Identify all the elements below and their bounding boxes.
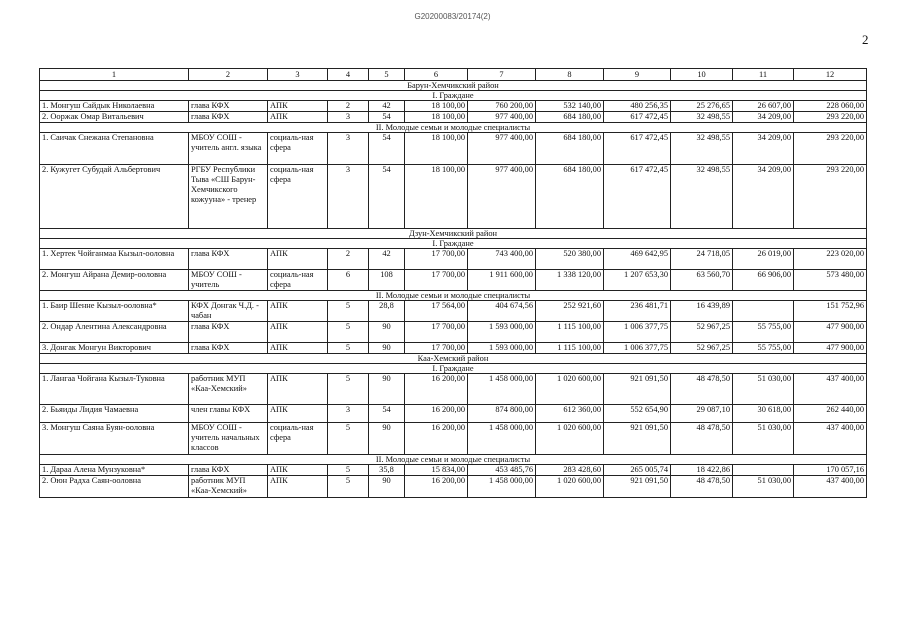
section-heading-row [40,81,867,91]
table-cell: 617 472,45 [604,112,671,123]
table-cell: 17 700,00 [405,322,468,343]
table-cell: 437 400,00 [794,423,867,455]
table-cell: 6 [328,270,369,291]
section-heading-row [40,229,867,239]
page-number: 2 [862,32,869,47]
table-cell: 2. Монгуш Айрана Демир-ооловна [40,270,189,291]
section-heading: Барун-Хемчикский район [40,81,867,91]
table-cell: 26 607,00 [733,101,794,112]
table-cell: 1. Дараа Алена Мунзуковна* [40,465,189,476]
table-cell: 2. Ондар Алентина Александровна [40,322,189,343]
table-cell: 1 593 000,00 [468,343,536,354]
table-cell: 16 200,00 [405,476,468,498]
table-cell: 1 006 377,75 [604,343,671,354]
table-cell: социаль-ная сфера [268,423,328,455]
table-cell: 17 700,00 [405,249,468,270]
table-cell: 3 [328,133,369,165]
table-cell: 108 [369,270,405,291]
table-cell: 1. Баир Шенне Кызыл-ооловна* [40,301,189,322]
table-cell: АПК [268,465,328,476]
table-cell: КФХ Донгак Ч.Д. - чабан [189,301,268,322]
table-cell: 26 019,00 [733,249,794,270]
table-cell: 477 900,00 [794,322,867,343]
table-cell: 90 [369,423,405,455]
table-cell: 684 180,00 [536,165,604,229]
table-cell: 5 [328,423,369,455]
table-cell: 51 030,00 [733,374,794,405]
table-cell: 1 006 377,75 [604,322,671,343]
table-cell: 293 220,00 [794,133,867,165]
table-cell: 1. Хертек Чойганмаа Кызыл-ооловна [40,249,189,270]
table-cell: 63 560,70 [671,270,733,291]
table-cell: 262 440,00 [794,405,867,423]
section-heading-row [40,455,867,465]
column-number: 2 [189,69,268,81]
table-row [40,101,867,112]
table-cell: 1 115 100,00 [536,322,604,343]
table-cell: глава КФХ [189,343,268,354]
table-cell: АПК [268,101,328,112]
table-cell: 35,8 [369,465,405,476]
table-cell: 29 087,10 [671,405,733,423]
table-cell: 18 100,00 [405,112,468,123]
table-cell: 760 200,00 [468,101,536,112]
table-cell: 16 200,00 [405,405,468,423]
table-cell: 54 [369,133,405,165]
table-row [40,322,867,343]
table-cell: 236 481,71 [604,301,671,322]
table-cell [733,465,794,476]
table-cell: 52 967,25 [671,322,733,343]
section-heading: Каа-Хемский район [40,354,867,364]
table-cell: 18 100,00 [405,101,468,112]
table-cell: 921 091,50 [604,476,671,498]
table-row [40,374,867,405]
column-number: 6 [405,69,468,81]
section-heading-row [40,239,867,249]
table-cell: 404 674,56 [468,301,536,322]
table-cell: 5 [328,465,369,476]
table-cell: 15 834,00 [405,465,468,476]
section-heading: II. Молодые семьи и молодые специалисты [40,291,867,301]
table-cell: АПК [268,343,328,354]
section-heading: II. Молодые семьи и молодые специалисты [40,455,867,465]
table-cell: глава КФХ [189,322,268,343]
table-row [40,165,867,229]
table-cell: 54 [369,405,405,423]
table-cell: 5 [328,476,369,498]
table-cell: 5 [328,374,369,405]
table-cell: 42 [369,101,405,112]
table-cell: 28,8 [369,301,405,322]
table-row [40,270,867,291]
table-cell: работник МУП «Каа-Хемский» [189,476,268,498]
table-cell: 2 [328,101,369,112]
table-cell: 16 200,00 [405,374,468,405]
table-cell: 532 140,00 [536,101,604,112]
table-cell: 612 360,00 [536,405,604,423]
table-cell: 17 700,00 [405,343,468,354]
table-cell: 90 [369,476,405,498]
table-cell: 1. Саичак Снежана Степановна [40,133,189,165]
table-cell: 34 209,00 [733,133,794,165]
table-cell: глава КФХ [189,112,268,123]
table-cell: 18 100,00 [405,133,468,165]
table-cell: 977 400,00 [468,112,536,123]
table-cell: АПК [268,322,328,343]
section-heading: I. Граждане [40,91,867,101]
table-cell: 573 480,00 [794,270,867,291]
column-number: 3 [268,69,328,81]
table-cell: 684 180,00 [536,112,604,123]
table-cell: 520 380,00 [536,249,604,270]
column-number: 5 [369,69,405,81]
table-cell: 1 593 000,00 [468,322,536,343]
column-number: 8 [536,69,604,81]
table-cell: 54 [369,112,405,123]
table-cell: 90 [369,322,405,343]
table-cell: 32 498,55 [671,112,733,123]
table-cell: 32 498,55 [671,165,733,229]
table-cell: глава КФХ [189,465,268,476]
column-number: 4 [328,69,369,81]
table-cell: АПК [268,405,328,423]
table-cell: 743 400,00 [468,249,536,270]
column-number: 7 [468,69,536,81]
section-heading: Дзун-Хемчикский район [40,229,867,239]
table-cell: 30 618,00 [733,405,794,423]
table-cell: 151 752,96 [794,301,867,322]
document-id: G20200083/20174(2) [414,12,491,21]
table-cell: социаль-ная сфера [268,165,328,229]
table-cell: 2. Ооржак Омар Витальевич [40,112,189,123]
allocation-table [39,68,867,498]
table-cell: 48 478,50 [671,476,733,498]
table-cell: МБОУ СОШ - учитель начальных классов [189,423,268,455]
table-cell: 617 472,45 [604,133,671,165]
table-cell: МБОУ СОШ - учитель [189,270,268,291]
table-cell: 2. Оюн Радха Саян-ооловна [40,476,189,498]
column-number-row [40,69,867,81]
table-cell: РГБУ Республики Тыва «СШ Барун-Хемчикского кожууна» - тренер [189,165,268,229]
section-heading: I. Граждане [40,364,867,374]
table-row [40,249,867,270]
table-cell: 52 967,25 [671,343,733,354]
table-cell: 477 900,00 [794,343,867,354]
table-cell: 3. Монгуш Саяна Буян-ооловна [40,423,189,455]
section-heading-row [40,291,867,301]
table-cell: 1 458 000,00 [468,374,536,405]
table-cell: 1 115 100,00 [536,343,604,354]
table-cell: 32 498,55 [671,133,733,165]
table-cell: 90 [369,374,405,405]
table-cell: 1 911 600,00 [468,270,536,291]
table-cell: 90 [369,343,405,354]
column-number: 11 [733,69,794,81]
table-cell: 5 [328,343,369,354]
table-cell: работник МУП «Каа-Хемский» [189,374,268,405]
table-cell: 552 654,90 [604,405,671,423]
column-number: 9 [604,69,671,81]
table-cell: АПК [268,249,328,270]
table-cell: 265 005,74 [604,465,671,476]
table-cell: 921 091,50 [604,374,671,405]
table-cell: 51 030,00 [733,476,794,498]
table-cell: 1 207 653,30 [604,270,671,291]
table-cell: АПК [268,374,328,405]
table-cell: 1 338 120,00 [536,270,604,291]
table-row [40,301,867,322]
table-cell: 480 256,35 [604,101,671,112]
table-cell: 3 [328,165,369,229]
table-cell: 293 220,00 [794,112,867,123]
table-cell: 55 755,00 [733,322,794,343]
table-cell: АПК [268,301,328,322]
table-row [40,405,867,423]
table-cell: 18 422,86 [671,465,733,476]
table-cell: 2. Кужугет Субудай Альбертович [40,165,189,229]
table-cell: 17 564,00 [405,301,468,322]
table-cell: 293 220,00 [794,165,867,229]
table-cell: 437 400,00 [794,374,867,405]
table-cell: 25 276,65 [671,101,733,112]
table-cell: 2. Бьяиды Лидия Чамаевна [40,405,189,423]
table-cell: 283 428,60 [536,465,604,476]
table-cell: 223 020,00 [794,249,867,270]
table-cell: МБОУ СОШ - учитель англ. языка [189,133,268,165]
table-cell: 34 209,00 [733,165,794,229]
table-cell: 18 100,00 [405,165,468,229]
table-cell: 1 458 000,00 [468,423,536,455]
table-row [40,423,867,455]
table-cell: 16 200,00 [405,423,468,455]
table-cell: 1 020 600,00 [536,374,604,405]
table-cell: 1 458 000,00 [468,476,536,498]
table-cell: АПК [268,112,328,123]
section-heading-row [40,364,867,374]
table-cell: 170 057,16 [794,465,867,476]
section-heading-row [40,91,867,101]
section-heading: II. Молодые семьи и молодые специалисты [40,123,867,133]
table-cell: 48 478,50 [671,423,733,455]
table-cell: 977 400,00 [468,165,536,229]
table-cell: 874 800,00 [468,405,536,423]
table-cell: 17 700,00 [405,270,468,291]
table-cell: 5 [328,322,369,343]
table-row [40,133,867,165]
table-cell: 1. Лангаа Чойгана Кызыл-Туковна [40,374,189,405]
table-cell: 24 718,05 [671,249,733,270]
table-cell: 1 020 600,00 [536,423,604,455]
table-row [40,112,867,123]
table-row [40,476,867,498]
table-cell: 55 755,00 [733,343,794,354]
table-cell: 34 209,00 [733,112,794,123]
table-cell: 5 [328,301,369,322]
table-cell: 437 400,00 [794,476,867,498]
table-cell: 469 642,95 [604,249,671,270]
table-cell: АПК [268,476,328,498]
section-heading: I. Граждане [40,239,867,249]
table-cell: 228 060,00 [794,101,867,112]
table-cell: 453 485,76 [468,465,536,476]
table-cell: 48 478,50 [671,374,733,405]
table-row [40,343,867,354]
table-cell: 1 020 600,00 [536,476,604,498]
table-cell: социаль-ная сфера [268,133,328,165]
table-cell: 42 [369,249,405,270]
table-cell: 51 030,00 [733,423,794,455]
section-heading-row [40,354,867,364]
column-number: 10 [671,69,733,81]
table-cell: 66 906,00 [733,270,794,291]
table-cell: 3 [328,405,369,423]
table-row [40,465,867,476]
table-cell: 1. Монгуш Сайдык Николаевна [40,101,189,112]
table-cell [733,301,794,322]
table-cell: член главы КФХ [189,405,268,423]
column-number: 1 [40,69,189,81]
table-cell: 54 [369,165,405,229]
section-heading-row [40,123,867,133]
table-cell: 2 [328,249,369,270]
table-cell: 977 400,00 [468,133,536,165]
table-cell: 617 472,45 [604,165,671,229]
table-cell: 252 921,60 [536,301,604,322]
table-cell: 16 439,89 [671,301,733,322]
table-cell: 921 091,50 [604,423,671,455]
table-cell: 3. Донгак Монгун Викторович [40,343,189,354]
column-number: 12 [794,69,867,81]
table-cell: 684 180,00 [536,133,604,165]
table-cell: глава КФХ [189,101,268,112]
table-cell: социаль-ная сфера [268,270,328,291]
table-cell: глава КФХ [189,249,268,270]
table-cell: 3 [328,112,369,123]
